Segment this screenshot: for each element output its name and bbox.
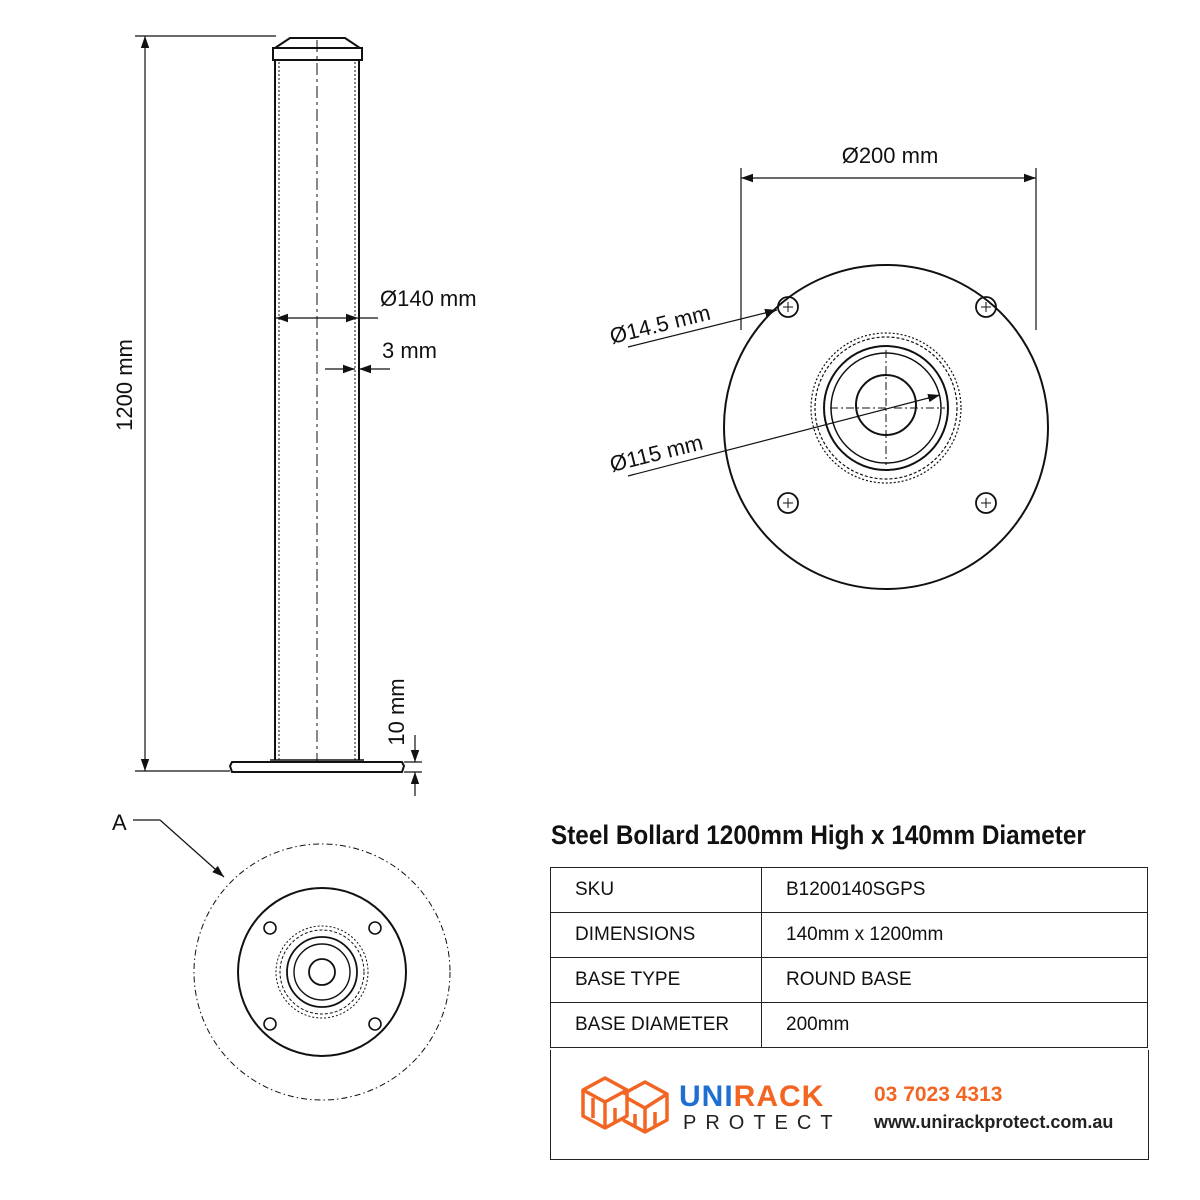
detail-a-view: [194, 844, 450, 1100]
wall-label: 3 mm: [382, 338, 437, 363]
table-row: [551, 868, 1148, 913]
spec-value: 200mm: [762, 1003, 1148, 1048]
bolt-hole: [778, 297, 798, 317]
base-diameter-label: Ø200 mm: [841, 143, 939, 168]
table-row: [551, 1003, 1148, 1048]
bolt-hole: [976, 493, 996, 513]
hexagon-cube-logo-icon: [575, 1072, 675, 1142]
table-row: [551, 958, 1148, 1003]
detail-base-plate: [238, 888, 406, 1056]
spec-value: 140mm x 1200mm: [762, 913, 1148, 958]
detail-a-leader: [133, 820, 224, 877]
brand-name-uni: UNI: [679, 1080, 734, 1113]
brand-subtitle: PROTECT: [683, 1112, 842, 1134]
bolt-hole: [369, 1018, 381, 1030]
bollard-side-view: [230, 38, 404, 775]
brand-panel: [550, 1050, 1149, 1160]
base-plate: [230, 762, 404, 772]
hole-label: Ø14.5 mm: [607, 299, 713, 349]
height-label: 1200 mm: [112, 339, 137, 431]
spec-table: [550, 867, 1148, 1048]
brand-phone: 03 7023 4313: [874, 1083, 1003, 1106]
bolt-hole: [369, 922, 381, 934]
height-dimension: [135, 36, 276, 771]
spec-title: Steel Bollard 1200mm High x 140mm Diameter: [551, 820, 1086, 850]
spec-key: BASE DIAMETER: [551, 1003, 762, 1048]
spec-key: BASE TYPE: [551, 958, 762, 1003]
spec-value: B1200140SGPS: [762, 868, 1148, 913]
spec-key: DIMENSIONS: [551, 913, 762, 958]
detail-boundary: [194, 844, 450, 1100]
brand-website[interactable]: www.unirackprotect.com.au: [874, 1112, 1114, 1132]
brand-name: [679, 1080, 824, 1114]
brand-name-rack: RACK: [733, 1080, 825, 1113]
bolt-hole: [264, 1018, 276, 1030]
detail-marker: A: [112, 810, 127, 835]
spec-value: ROUND BASE: [762, 958, 1148, 1003]
bolt-hole: [264, 922, 276, 934]
pipe-base-label: Ø115 mm: [607, 429, 706, 477]
base-diameter-dimension: [741, 168, 1036, 330]
diameter-label: Ø140 mm: [380, 286, 477, 311]
table-row: [551, 913, 1148, 958]
bolt-hole: [778, 493, 798, 513]
plate-label: 10 mm: [384, 678, 409, 746]
spec-key: SKU: [551, 868, 762, 913]
base-plan-view: [724, 265, 1048, 589]
